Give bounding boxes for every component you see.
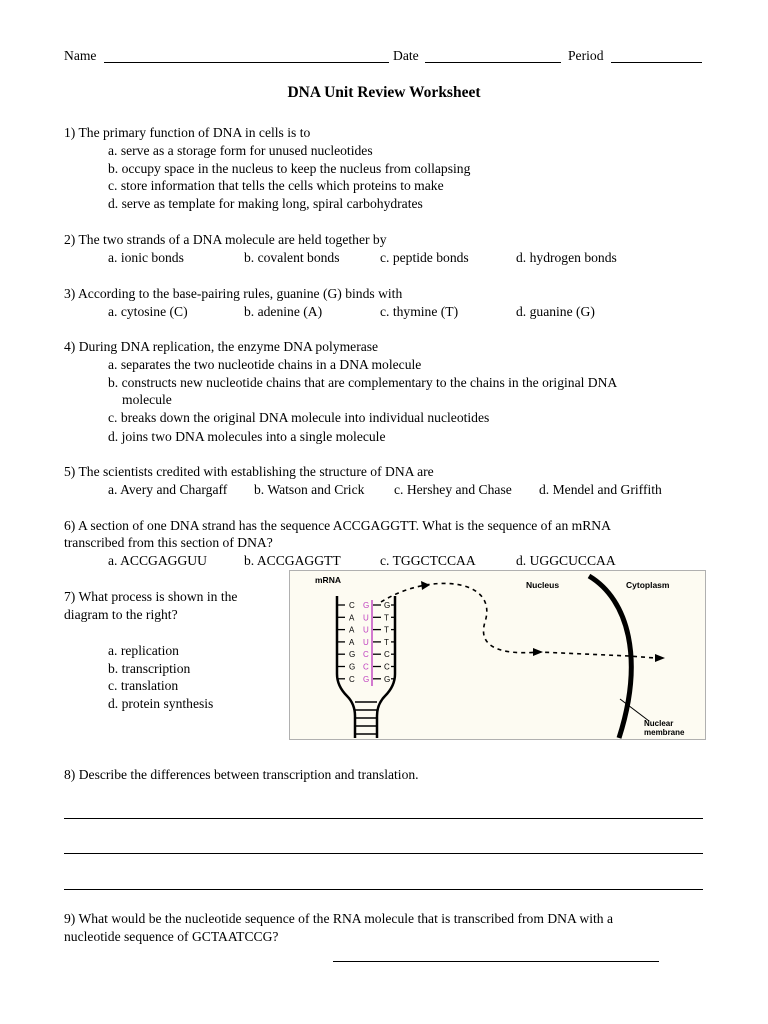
q6-stem: 6) A section of one DNA strand has the sequence ACCGAGGTT. What is the sequence of an mRNA (64, 518, 611, 533)
dna-base-right: G (384, 601, 391, 610)
q8-stem: 8) Describe the differences between transcription and translation. (64, 767, 419, 782)
period-label: Period (568, 48, 604, 63)
name-blank[interactable] (104, 62, 389, 63)
transcription-diagram (289, 570, 706, 740)
q1-option-b[interactable]: b. occupy space in the nucleus to keep the nucleus from collapsing (108, 161, 471, 176)
q4-option-b-cont[interactable]: molecule (122, 392, 172, 407)
q7-option-a[interactable]: a. replication (108, 643, 179, 658)
name-label: Name (64, 48, 97, 63)
q5-stem: 5) The scientists credited with establishing the structure of DNA are (64, 464, 434, 479)
dna-base-right: T (384, 613, 389, 623)
dna-base-left: G (349, 650, 356, 660)
dna-base-right: C (384, 650, 390, 660)
nuclear-membrane-label-2: membrane (644, 728, 685, 737)
q3-option-d[interactable]: d. guanine (G) (516, 304, 595, 319)
q6-option-b[interactable]: b. ACCGAGGTT (244, 553, 341, 568)
q4-option-c[interactable]: c. breaks down the original DNA molecule into individual nucleotides (108, 410, 490, 425)
q9-stem-cont: nucleotide sequence of GCTAATCCG? (64, 929, 279, 944)
q3-option-c[interactable]: c. thymine (T) (380, 304, 459, 319)
q9-answer-line[interactable] (333, 961, 659, 962)
mrna-label: mRNA (315, 575, 341, 585)
q7-stem: 7) What process is shown in the (64, 589, 238, 604)
q1-stem: 1) The primary function of DNA in cells is to (64, 125, 311, 140)
q6-option-d[interactable]: d. UGGCUCCAA (516, 553, 616, 568)
q8-answer-line-1[interactable] (64, 818, 703, 819)
q5-option-a[interactable]: a. Avery and Chargaff (108, 482, 228, 497)
q1-option-d[interactable]: d. serve as template for making long, spiral carbohydrates (108, 196, 423, 211)
mrna-base: U (363, 637, 369, 647)
q4-option-a[interactable]: a. separates the two nucleotide chains in a DNA molecule (108, 357, 422, 372)
q2-option-b[interactable]: b. covalent bonds (244, 250, 340, 265)
dna-base-right: C (384, 662, 390, 672)
q7-option-c[interactable]: c. translation (108, 678, 179, 693)
q2-option-d[interactable]: d. hydrogen bonds (516, 250, 617, 265)
q8-answer-line-3[interactable] (64, 889, 703, 890)
dna-base-right: G (384, 674, 391, 684)
mrna-base: U (363, 613, 369, 623)
q3-option-a[interactable]: a. cytosine (C) (108, 304, 188, 319)
q1-option-c[interactable]: c. store information that tells the cells which proteins to make (108, 178, 444, 193)
dna-base-right: T (384, 637, 389, 647)
nuclear-membrane-label: Nuclear (644, 719, 674, 728)
q3-stem: 3) According to the base-pairing rules, guanine (G) binds with (64, 286, 403, 301)
q5-option-d[interactable]: d. Mendel and Griffith (539, 482, 662, 497)
dna-base-left: C (349, 601, 355, 610)
q7-stem-cont: diagram to the right? (64, 607, 178, 622)
q4-option-b[interactable]: b. constructs new nucleotide chains that are complementary to the chains in the original DNA (108, 375, 618, 390)
q4-stem: 4) During DNA replication, the enzyme DNA polymerase (64, 339, 379, 354)
dna-base-right: T (384, 625, 389, 635)
page-title: DNA Unit Review Worksheet (287, 84, 481, 101)
cytoplasm-label: Cytoplasm (626, 580, 670, 590)
dna-base-left: A (349, 637, 355, 647)
q2-option-a[interactable]: a. ionic bonds (108, 250, 184, 265)
q7-option-d[interactable]: d. protein synthesis (108, 696, 214, 711)
dna-base-left: C (349, 674, 355, 684)
q1-option-a[interactable]: a. serve as a storage form for unused nucleotides (108, 143, 373, 158)
dna-base-left: A (349, 613, 355, 623)
nucleus-label: Nucleus (526, 580, 560, 590)
q4-option-d[interactable]: d. joins two DNA molecules into a single molecule (108, 429, 386, 444)
q3-option-b[interactable]: b. adenine (A) (244, 304, 323, 319)
dna-base-left: A (349, 625, 355, 635)
date-label: Date (393, 48, 419, 63)
q6-option-c[interactable]: c. TGGCTCCAA (380, 553, 476, 568)
q6-option-a[interactable]: a. ACCGAGGUU (108, 553, 207, 568)
q6-stem-cont: transcribed from this section of DNA? (64, 535, 273, 550)
dna-base-left: G (349, 662, 356, 672)
mrna-base: U (363, 625, 369, 635)
mrna-base: G (363, 674, 370, 684)
period-blank[interactable] (611, 62, 702, 63)
mrna-base: G (363, 601, 370, 610)
q2-stem: 2) The two strands of a DNA molecule are held together by (64, 232, 387, 247)
q5-option-b[interactable]: b. Watson and Crick (254, 482, 365, 497)
mrna-base: C (363, 662, 369, 672)
date-blank[interactable] (425, 62, 561, 63)
mrna-base: C (363, 650, 369, 660)
q5-option-c[interactable]: c. Hershey and Chase (394, 482, 512, 497)
q2-option-c[interactable]: c. peptide bonds (380, 250, 469, 265)
q8-answer-line-2[interactable] (64, 853, 703, 854)
q7-option-b[interactable]: b. transcription (108, 661, 191, 676)
q9-stem: 9) What would be the nucleotide sequence of the RNA molecule that is transcribed from DNA with a (64, 911, 614, 926)
